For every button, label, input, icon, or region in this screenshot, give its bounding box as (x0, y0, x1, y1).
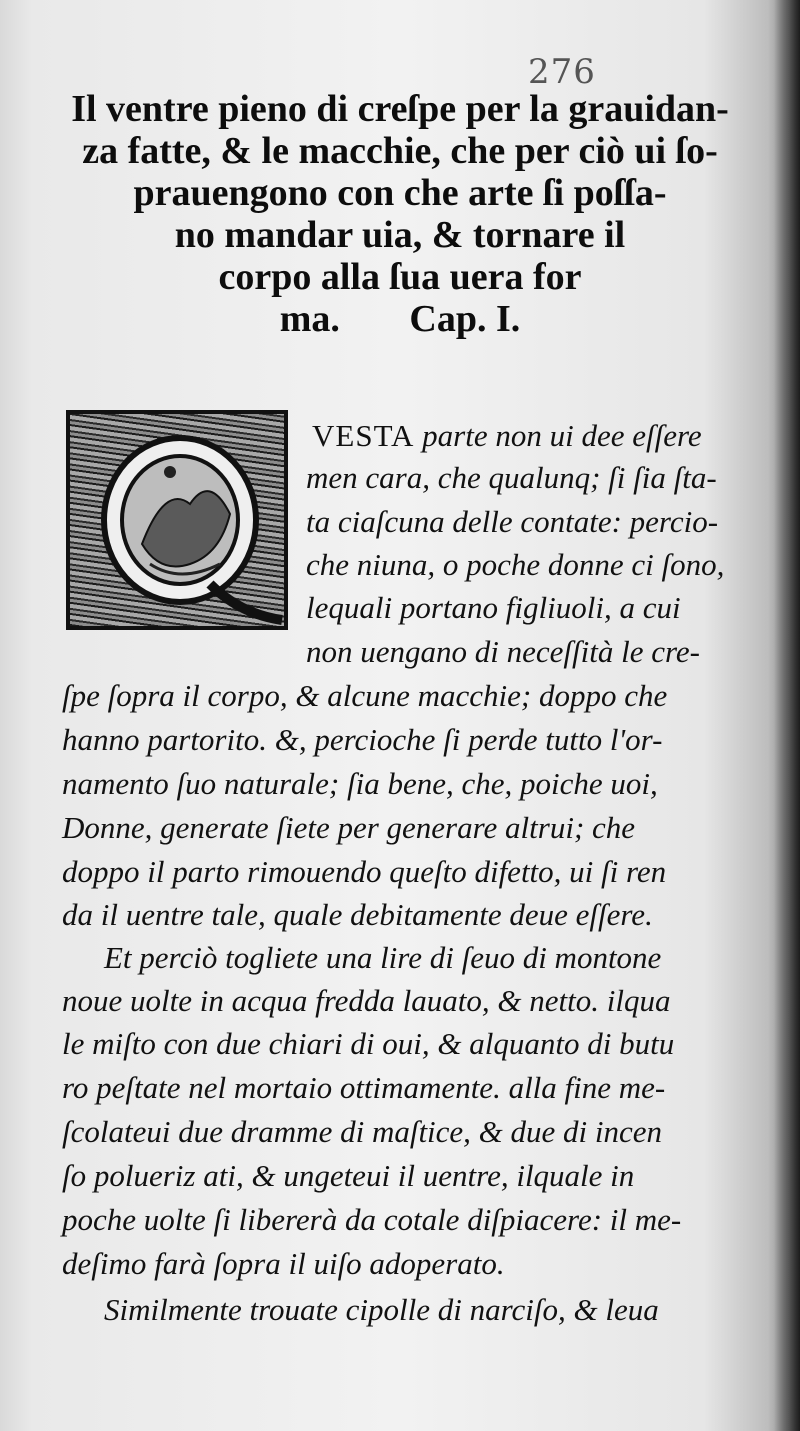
text-line: ſcolateui due dramme di maſtice, & due di incen (62, 1114, 663, 1149)
text-line: ſpe ſopra il corpo, & alcune macchie; doppo che (62, 678, 668, 713)
text-line: ta ciaſcuna delle contate: percio- (306, 504, 719, 539)
chapter-heading (40, 88, 760, 340)
heading-line: za fatte, & le macchie, che per ciò ui ſo- (82, 130, 718, 172)
text-line: da il uentre tale, quale debitamente deue eſſere. (62, 897, 653, 932)
text-line: lequali portano figliuoli, a cui (306, 590, 681, 625)
text-line: VESTA parte non ui dee eſſere (312, 418, 702, 453)
chapter-number: Cap. I. (409, 298, 521, 340)
text-line: ſo polueriz ati, & ungeteui il uentre, ilquale in (62, 1158, 635, 1193)
text-line: noue uolte in acqua fredda lauato, & netto. ilqua (62, 983, 671, 1018)
text-line: che niuna, o poche donne ci ſono, (306, 547, 725, 582)
text-line: Similmente trouate cipolle di narciſo, & leua (104, 1292, 659, 1327)
text-line: men cara, che qualunq; ſi ſia ſta- (306, 460, 717, 495)
heading-line: prauengono con che arte ſi poſſa- (133, 172, 667, 214)
heading-last-line (40, 298, 760, 340)
text-line: Et perciò togliete una lire di ſeuo di montone (104, 940, 662, 975)
decorated-initial (66, 410, 288, 630)
book-gutter-shadow (774, 0, 800, 1431)
text-line: non uengano di neceſſità le cre- (306, 634, 700, 669)
first-word: VESTA (312, 418, 415, 453)
text-line: ro peſtate nel mortaio ottimamente. alla fine me- (62, 1070, 666, 1105)
text-line: doppo il parto rimouendo queſto difetto, ui ſi ren (62, 854, 667, 889)
heading-line: Il ventre pieno di creſpe per la grauidan- (71, 88, 729, 130)
heading-line: corpo alla ſua uera for (218, 256, 582, 298)
text-line: hanno partorito. &, percioche ſi perde tutto l'or- (62, 722, 663, 757)
page-number: 276 (528, 52, 596, 92)
heading-line: no mandar uia, & tornare il (174, 214, 626, 256)
heading-line: ma. (279, 298, 340, 340)
show-through-text (60, 38, 68, 72)
decorated-initial-q-icon (70, 414, 284, 626)
text-line: poche uolte ſi libererà da cotale diſpiacere: il me- (62, 1202, 682, 1237)
text-line: deſimo farà ſopra il uiſo adoperato. (62, 1246, 505, 1281)
text-line: namento ſuo naturale; ſia bene, che, poiche uoi, (62, 766, 658, 801)
text-line: le miſto con due chiari di oui, & alquanto di butu (62, 1026, 675, 1061)
text-line: Donne, generate ſiete per generare altrui; che (62, 810, 636, 845)
